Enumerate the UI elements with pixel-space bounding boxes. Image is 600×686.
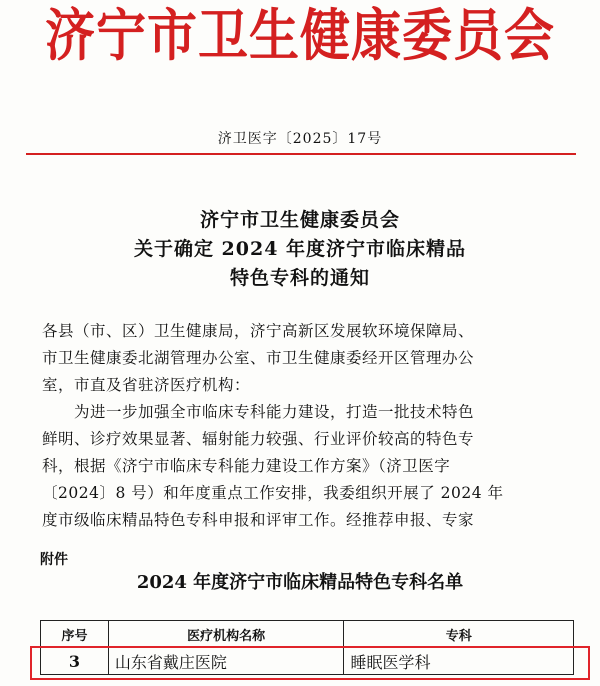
column-header-specialty: 专科 bbox=[344, 621, 574, 648]
paragraph-line: 鲜明、诊疗效果显著、辐射能力较强、行业评价较高的特色专 bbox=[42, 430, 475, 448]
red-separator-line bbox=[26, 153, 576, 155]
addressee-line: 室，市直及省驻济医疗机构： bbox=[42, 376, 251, 394]
column-header-number: 序号 bbox=[41, 621, 109, 648]
attachment-title: 2024 年度济宁市临床精品特色专科名单 bbox=[136, 572, 464, 593]
attachment-label: 附件 bbox=[40, 552, 68, 568]
cell-institution: 山东省戴庄医院 bbox=[108, 648, 344, 675]
cell-specialty: 睡眠医学科 bbox=[344, 648, 574, 675]
notice-title-line-3: 特色专科的通知 bbox=[229, 267, 370, 289]
notice-title-line-2: 关于确定 2024 年度济宁市临床精品 bbox=[133, 238, 467, 260]
body-paragraph bbox=[42, 399, 572, 534]
paragraph-line: 为进一步加强全市临床专科能力建设，打造一批技术特色 bbox=[74, 403, 475, 421]
addressee-line: 市卫生健康委北湖管理办公室、市卫生健康委经开区管理办公 bbox=[42, 349, 475, 367]
masthead-title: 济宁市卫生健康委员会 bbox=[45, 3, 555, 69]
notice-title-line-1: 济宁市卫生健康委员会 bbox=[199, 209, 400, 231]
column-header-institution: 医疗机构名称 bbox=[108, 621, 344, 648]
addressee-block bbox=[42, 318, 572, 399]
paragraph-line: 度市级临床精品特色专科申报和评审工作。经推荐申报、专家 bbox=[42, 511, 475, 529]
paragraph-line: 科，根据《济宁市临床专科能力建设工作方案》（济卫医字 bbox=[42, 457, 451, 475]
table-header-row bbox=[41, 621, 574, 648]
row-highlight-box bbox=[30, 646, 590, 680]
cell-number: 3 bbox=[41, 648, 109, 675]
bleed-through-text bbox=[40, 70, 570, 92]
paragraph-line: 〔2024〕8 号）和年度重点工作安排，我委组织开展了 2024 年 bbox=[42, 484, 504, 502]
document-number: 济卫医字〔2025〕17号 bbox=[217, 131, 383, 147]
addressee-line: 各县（市、区）卫生健康局，济宁高新区发展软环境保障局、 bbox=[42, 322, 475, 340]
